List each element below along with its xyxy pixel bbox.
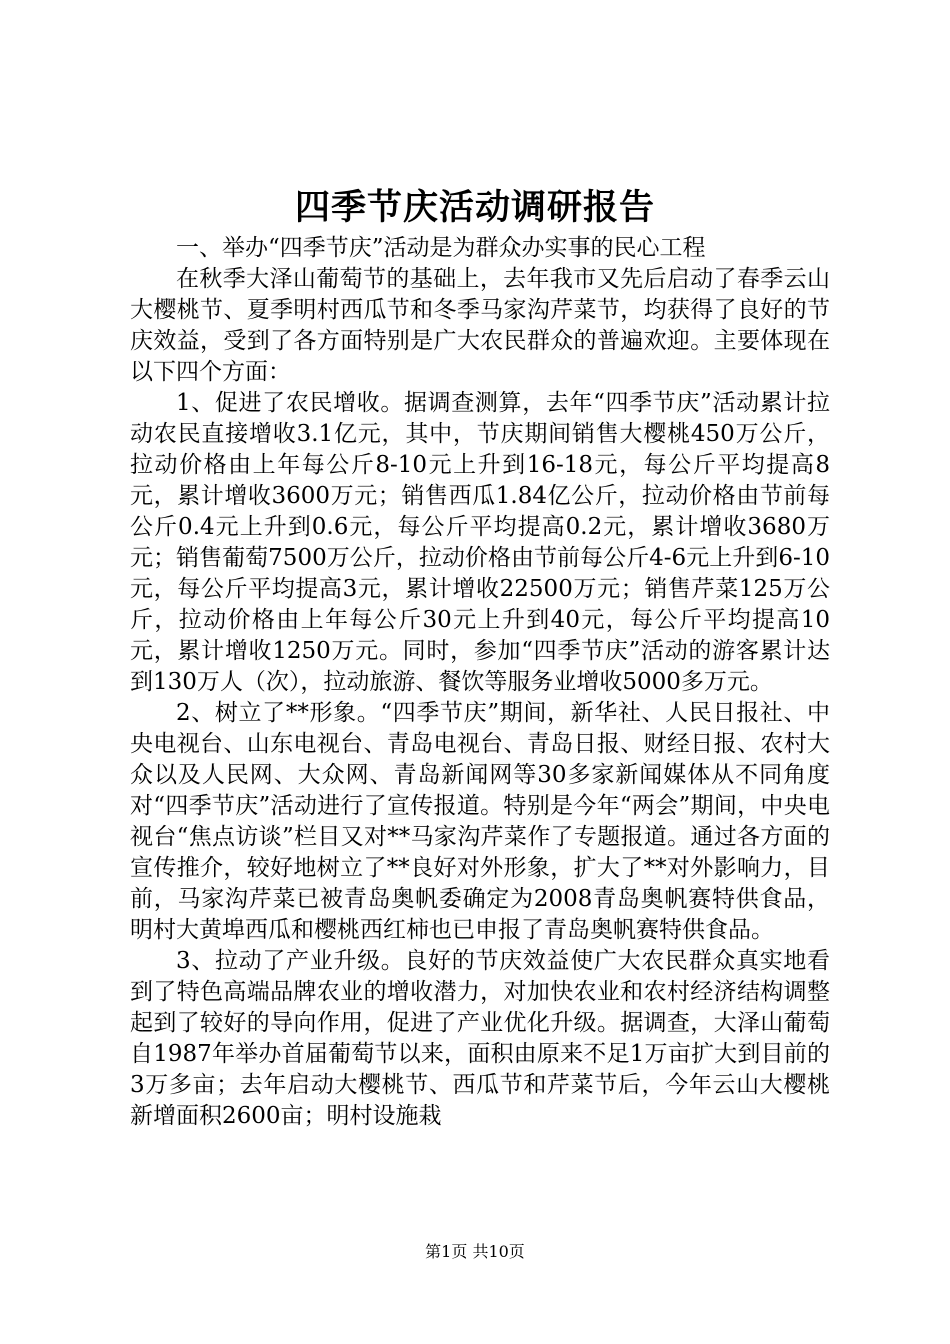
paragraph-image: 2、树立了**形象。“四季节庆”期间，新华社、人民日报社、中央电视台、山东电视台、青岛电视台、青岛日报、财经日报、农村大众以及人民网、大众网、青岛新闻网等30多家新闻媒体从不同角度对“四季节庆”活动进行了宣传报道。特别是今年“两会”期间，中央电视台“焦点访谈”栏目又对**马家沟芹菜作了专题报道。通过各方面的宣传推介，较好地树立了**良好对外形象，扩大了**对外影响力，目前，马家沟芹菜已被青岛奥帆委确定为2008青岛奥帆赛特供食品，明村大黄埠西瓜和樱桃西红柿也已申报了青岛奥帆赛特供食品。 bbox=[130, 700, 830, 943]
paragraph-intro: 在秋季大泽山葡萄节的基础上，去年我市又先后启动了春季云山大樱桃节、夏季明村西瓜节和冬季马家沟芹菜节，均获得了良好的节庆效益，受到了各方面特别是广大农民群众的普遍欢迎。主要体现在以下四个方面： bbox=[130, 266, 830, 385]
document-title: 四季节庆活动调研报告 bbox=[294, 187, 655, 228]
paragraph-industry: 3、拉动了产业升级。良好的节庆效益使广大农民群众真实地看到了特色高端品牌农业的增收潜力，对加快农业和农村经济结构调整起到了较好的导向作用，促进了产业优化升级。据调查，大泽山葡萄自1987年举办首届葡萄节以来，面积由原来不足1万亩扩大到目前的3万多亩；去年启动大樱桃节、西瓜节和芹菜节后，今年云山大樱桃新增面积2600亩；明村设施栽 bbox=[130, 948, 830, 1129]
paragraph-income: 1、促进了农民增收。据调查测算，去年“四季节庆”活动累计拉动农民直接增收3.1亿元，其中，节庆期间销售大樱桃450万公斤，拉动价格由上年每公斤8-10元上升到16-18元，每公斤平均提高8元，累计增收3600万元；销售西瓜1.84亿公斤，拉动价格由节前每公斤0.4元上升到0.6元，每公斤平均提高0.2元，累计增收3680万元；销售葡萄7500万公斤，拉动价格由节前每公斤4-6元上升到6-10元，每公斤平均提高3元，累计增收22500万元；销售芹菜125万公斤，拉动价格由上年每公斤30元上升到40元，每公斤平均提高10元，累计增收1250万元。同时，参加“四季节庆”活动的游客累计达到130万人（次），拉动旅游、餐饮等服务业增收5000多万元。 bbox=[130, 390, 830, 695]
document-body bbox=[130, 233, 830, 1132]
section-heading: 一、举办“四季节庆”活动是为群众办实事的民心工程 bbox=[176, 235, 706, 261]
page-number-footer: 第1页 共10页 bbox=[425, 1242, 525, 1261]
